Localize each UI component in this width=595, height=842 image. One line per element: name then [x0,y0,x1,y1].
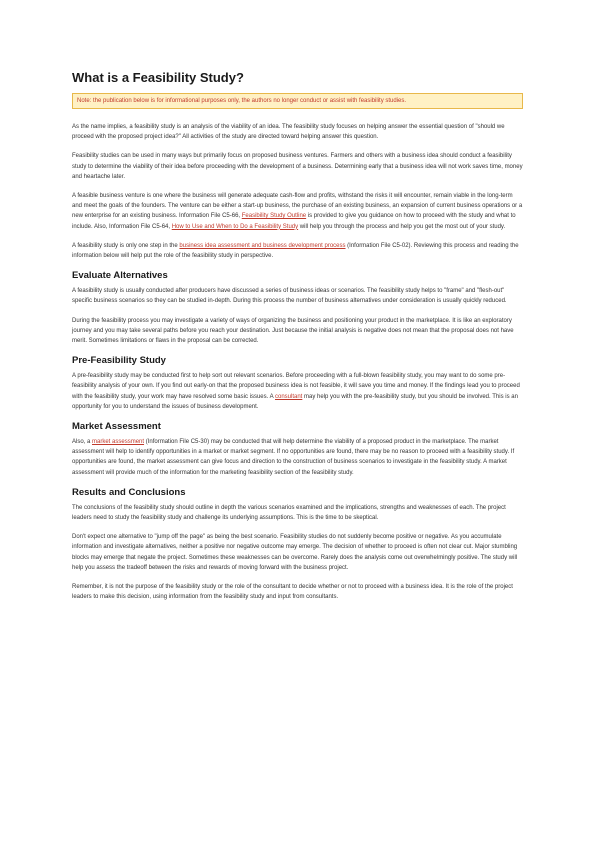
intro-paragraph-1: As the name implies, a feasibility study is an analysis of the viability of an idea. The feasibility study focuses on helping answer the essential question of "should we proceed with the proposed project idea?" All activities of the study are directed toward helping answer this question. [72,124,505,141]
results-paragraph-2: Don't expect one alternative to "jump off the page" as being the best scenario. Feasibility studies do not suddenly become positive or negative. As you accumulate information and investigate alternatives, neither a positive nor negative outcome may emerge. The decision of whether to proceed is often not clear cut. Major stumbling blocks may emerge that negate the project. Sometimes these weaknesses can be overcome. Rarely does the analysis come out overwhelmingly positive. The study will help you assess the tradeoff between the risks and rewards of moving forward with the business project. [72,534,518,571]
prefeasibility-text-a: A pre-feasibility study may be conducted first to help sort out relevant scenarios. Before proceeding with a full-blown feasibility study, you may want to do some pre-feasibility analysis of your own. If you find out early-on that the proposed business idea is not feasible, it will save you time and money. If the findings lead you to proceed with the feasibility study, your work may have resolved some basic issues. A [72,373,520,400]
market-text-a: Also, a [72,439,93,446]
results-paragraph-3: Remember, it is not the purpose of the feasibility study or the role of the consultant to decide whether or not to proceed with a business idea. It is the role of the project leaders to make this decision, using information from the feasibility study and input from consultants. [72,584,513,601]
intro-p3-text-b: is provided to give you guidance on how to proceed with the study and what to include. Also, Information File C5-64, [72,213,516,230]
section-heading-market-assessment: Market Assessment [72,421,161,433]
results-paragraph-1: The conclusions of the feasibility study should outline in depth the various scenarios examined and the implications, strengths and weaknesses of each. The project leaders need to study the feasibility study and challenge its underlying assumptions. This is the time to be skeptical. [72,504,506,522]
notice-banner: Note: the publication below is for informational purposes only, the authors no longer conduct or assist with feasibility studies. [72,93,523,109]
intro-paragraph-2: Feasibility studies can be used in many ways but primarily focus on proposed business ventures. Farmers and others with a business idea should conduct a feasibility study to determine the viability of their idea before proceeding with the development of a business. Determining early that a business idea will not work saves time, money and heartache later. [72,153,523,180]
intro-paragraph-4 [72,241,523,261]
alternatives-paragraph-1: A feasibility study is usually conducted after producers have discussed a series of business ideas or scenarios. The feasibility study helps to "frame" and "flesh-out" specific business scenarios so they can be studied in-depth. During this process the number of business alternatives under consideration is usually quickly reduced. [72,288,507,305]
intro-p4-text-a: A feasibility study is only one step in the [72,242,180,249]
prefeasibility-text-b: may help you with the pre-feasibility study, but you should be involved. This is an opportunity for you to understand the issues of business development. [72,393,518,410]
document-content [72,70,523,612]
page-title: What is a Feasibility Study? [72,70,244,85]
section-heading-evaluate-alternatives: Evaluate Alternatives [72,270,168,282]
intro-p4-text-b: (Information File C5-02). Reviewing this process and reading the information below will help put the role of the feasibility study in perspective. [72,242,519,260]
section-heading-results-conclusions: Results and Conclusions [72,486,186,498]
prefeasibility-paragraph-1 [72,371,523,412]
feasibility-study-outline-link[interactable]: Feasibility Study Outline [241,213,307,220]
alternatives-paragraph-2: During the feasibility process you may investigate a variety of ways of organizing the business and positioning your product in the marketplace. It is like an exploratory journey and you may take several paths before you reach your destination. Just because the initial analysis is negative does not mean that the proposal does not have merit. Sometimes limitations or flaws in the proposal can be corrected. [72,317,514,345]
market-text-b: (Information File C5-30) may be conducted that will help determine the viability of a proposed product in the marketplace. The market assessment will help to identify opportunities in a market or market segment. If no opportunities are found, there may be no reason to proceed with a feasibility study. If opportunities are found, the market assessment can give focus and direction to the construction of business scenarios to investigate in the feasibility study. A market assessment will provide much of the information for the marketing feasibility section of the feasibility study. [72,439,515,476]
intro-paragraph-3 [72,191,523,232]
market-paragraph-1 [72,437,523,478]
intro-p3-text-a: A feasible business venture is one where the business will generate adequate cash-flow and profits, withstand the risks it will encounter, remain viable in the long-term and meet the goals of the founders. The venture can be either a start-up business, the purchase of an existing business, an expansion of current business operations or a new enterprise for an existing business. Information File C5-66, [72,193,523,220]
intro-p3-text-c: will help you through the process and help you get the most out of your study. [298,223,506,230]
market-assessment-link[interactable]: market assessment [92,439,145,446]
how-to-use-feasibility-study-link[interactable]: How to Use and When to Do a Feasibility Study [171,223,299,230]
section-heading-pre-feasibility: Pre-Feasibility Study [72,355,166,367]
consultant-link[interactable]: consultant [274,393,303,400]
business-development-process-link[interactable]: business idea assessment and business development process [179,242,346,249]
